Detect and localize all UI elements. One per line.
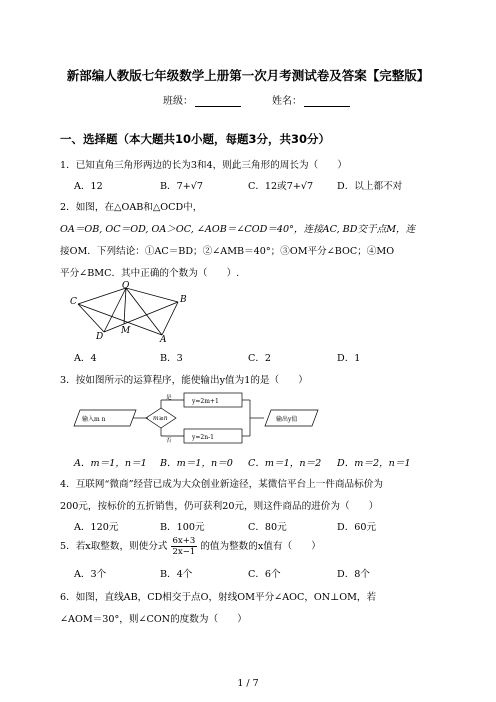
q2-geometry-figure — [68, 280, 198, 342]
q3-option-a: A．m＝1，n＝1 — [74, 458, 147, 469]
q2-option-c: C．2 — [248, 353, 272, 364]
q5-stem — [60, 536, 321, 557]
name-blank — [304, 96, 350, 107]
class-label: 班级： — [163, 96, 193, 107]
q5-option-c: C．6个 — [248, 569, 281, 580]
q2-line-2: OA＝OB, OC＝OD, OA＞OC, ∠AOB＝∠COD＝40°，连接AC, BD交于点M，连 — [60, 224, 416, 235]
page-number: 1 / 7 — [237, 678, 259, 689]
q3-option-b: B．m＝1，n＝0 — [160, 458, 233, 469]
q3-flowchart — [68, 388, 356, 446]
segment-om — [124, 288, 126, 324]
label-c: C — [70, 297, 77, 307]
q2-option-d: D．1 — [337, 353, 361, 364]
q2-line-4: 平分∠BMC．其中正确的个数为（ ）. — [60, 268, 240, 279]
q2-line-1: 2．如图，在△OAB和△OCD中， — [60, 202, 203, 213]
q3-stem: 3．按如图所示的运算程序，能使输出y值为1的是（ ） — [60, 375, 308, 386]
q5-option-a: A．3个 — [74, 569, 107, 580]
label-a: A — [160, 335, 167, 342]
q1-option-a: A．12 — [74, 181, 103, 192]
q4-option-a: A．120元 — [74, 522, 119, 533]
q2-line-3: 接OM．下列结论：①AC＝BD；②∠AMB＝40°；③OM平分∠BOC；④MO — [60, 246, 395, 257]
q1-stem: 1．已知直角三角形两边的长为3和4，则此三角形的周长为（ ） — [60, 160, 347, 171]
segment-ca — [78, 304, 162, 335]
q5-option-d: D．8个 — [337, 569, 370, 580]
segment-ob — [126, 288, 178, 302]
flow-output-text: 输出y值 — [276, 416, 298, 423]
section-heading: 一、选择题（本大题共10小题，每题3分，共30分） — [60, 132, 331, 146]
q5-numerator: 6x+3 — [172, 536, 196, 546]
q1-option-b: B．7+√7 — [160, 181, 204, 192]
q4-option-d: D．60元 — [337, 522, 377, 533]
segment-cd — [78, 304, 104, 332]
label-b: B — [180, 295, 187, 305]
q5-stem-post: 的值为整数的x值有（ ） — [200, 541, 321, 552]
class-blank — [195, 96, 241, 107]
flow-decision-text: m≥n — [153, 415, 168, 422]
class-field — [163, 92, 241, 107]
name-field — [272, 92, 350, 107]
label-d: D — [96, 332, 104, 342]
q2-option-b: B．3 — [160, 353, 183, 364]
q4-line-2: 200元，按标价的五折销售，仍可获利20元，则这件商品的进价为（ ） — [60, 501, 379, 512]
q5-denominator: 2x−1 — [172, 547, 196, 557]
page-title: 新部编人教版七年级数学上册第一次月考测试卷及答案【完整版】 — [66, 68, 430, 83]
q1-option-d: D．以上都不对 — [337, 181, 403, 192]
segment-ba — [162, 302, 178, 335]
flow-no-label: 否 — [166, 438, 172, 444]
q5-fraction — [171, 536, 198, 557]
label-o: O — [122, 281, 130, 291]
q6-line-2: ∠AOM＝30°，则∠CON的度数为（ ） — [60, 614, 247, 625]
q5-stem-pre: 5．若x取整数，则使分式 — [60, 541, 168, 552]
q4-option-b: B．100元 — [160, 522, 205, 533]
flow-input-text: 输入m n — [82, 416, 106, 423]
q1-option-c: C．12或7+√7 — [248, 181, 314, 192]
q4-option-c: C．80元 — [248, 522, 287, 533]
q6-line-1: 6．如图，直线AB，CD相交于点O，射线OM平分∠AOC，ON⊥OM，若 — [60, 592, 377, 603]
q3-option-d: D．m＝2，n＝1 — [337, 458, 411, 469]
label-m: M — [121, 326, 131, 336]
name-label: 姓名： — [272, 96, 302, 107]
q2-option-a: A．4 — [74, 353, 97, 364]
flow-yes-label: 是 — [166, 395, 172, 401]
q4-line-1: 4．互联网“微商”经营已成为大众创业新途径，某微信平台上一件商品标价为 — [60, 479, 383, 490]
flow-top-box-text: y=2m+1 — [192, 398, 219, 405]
q5-option-b: B．4个 — [160, 569, 193, 580]
flow-bottom-box-text: y=2n-1 — [192, 434, 214, 441]
q3-option-c: C．m＝1，n＝2 — [248, 458, 322, 469]
